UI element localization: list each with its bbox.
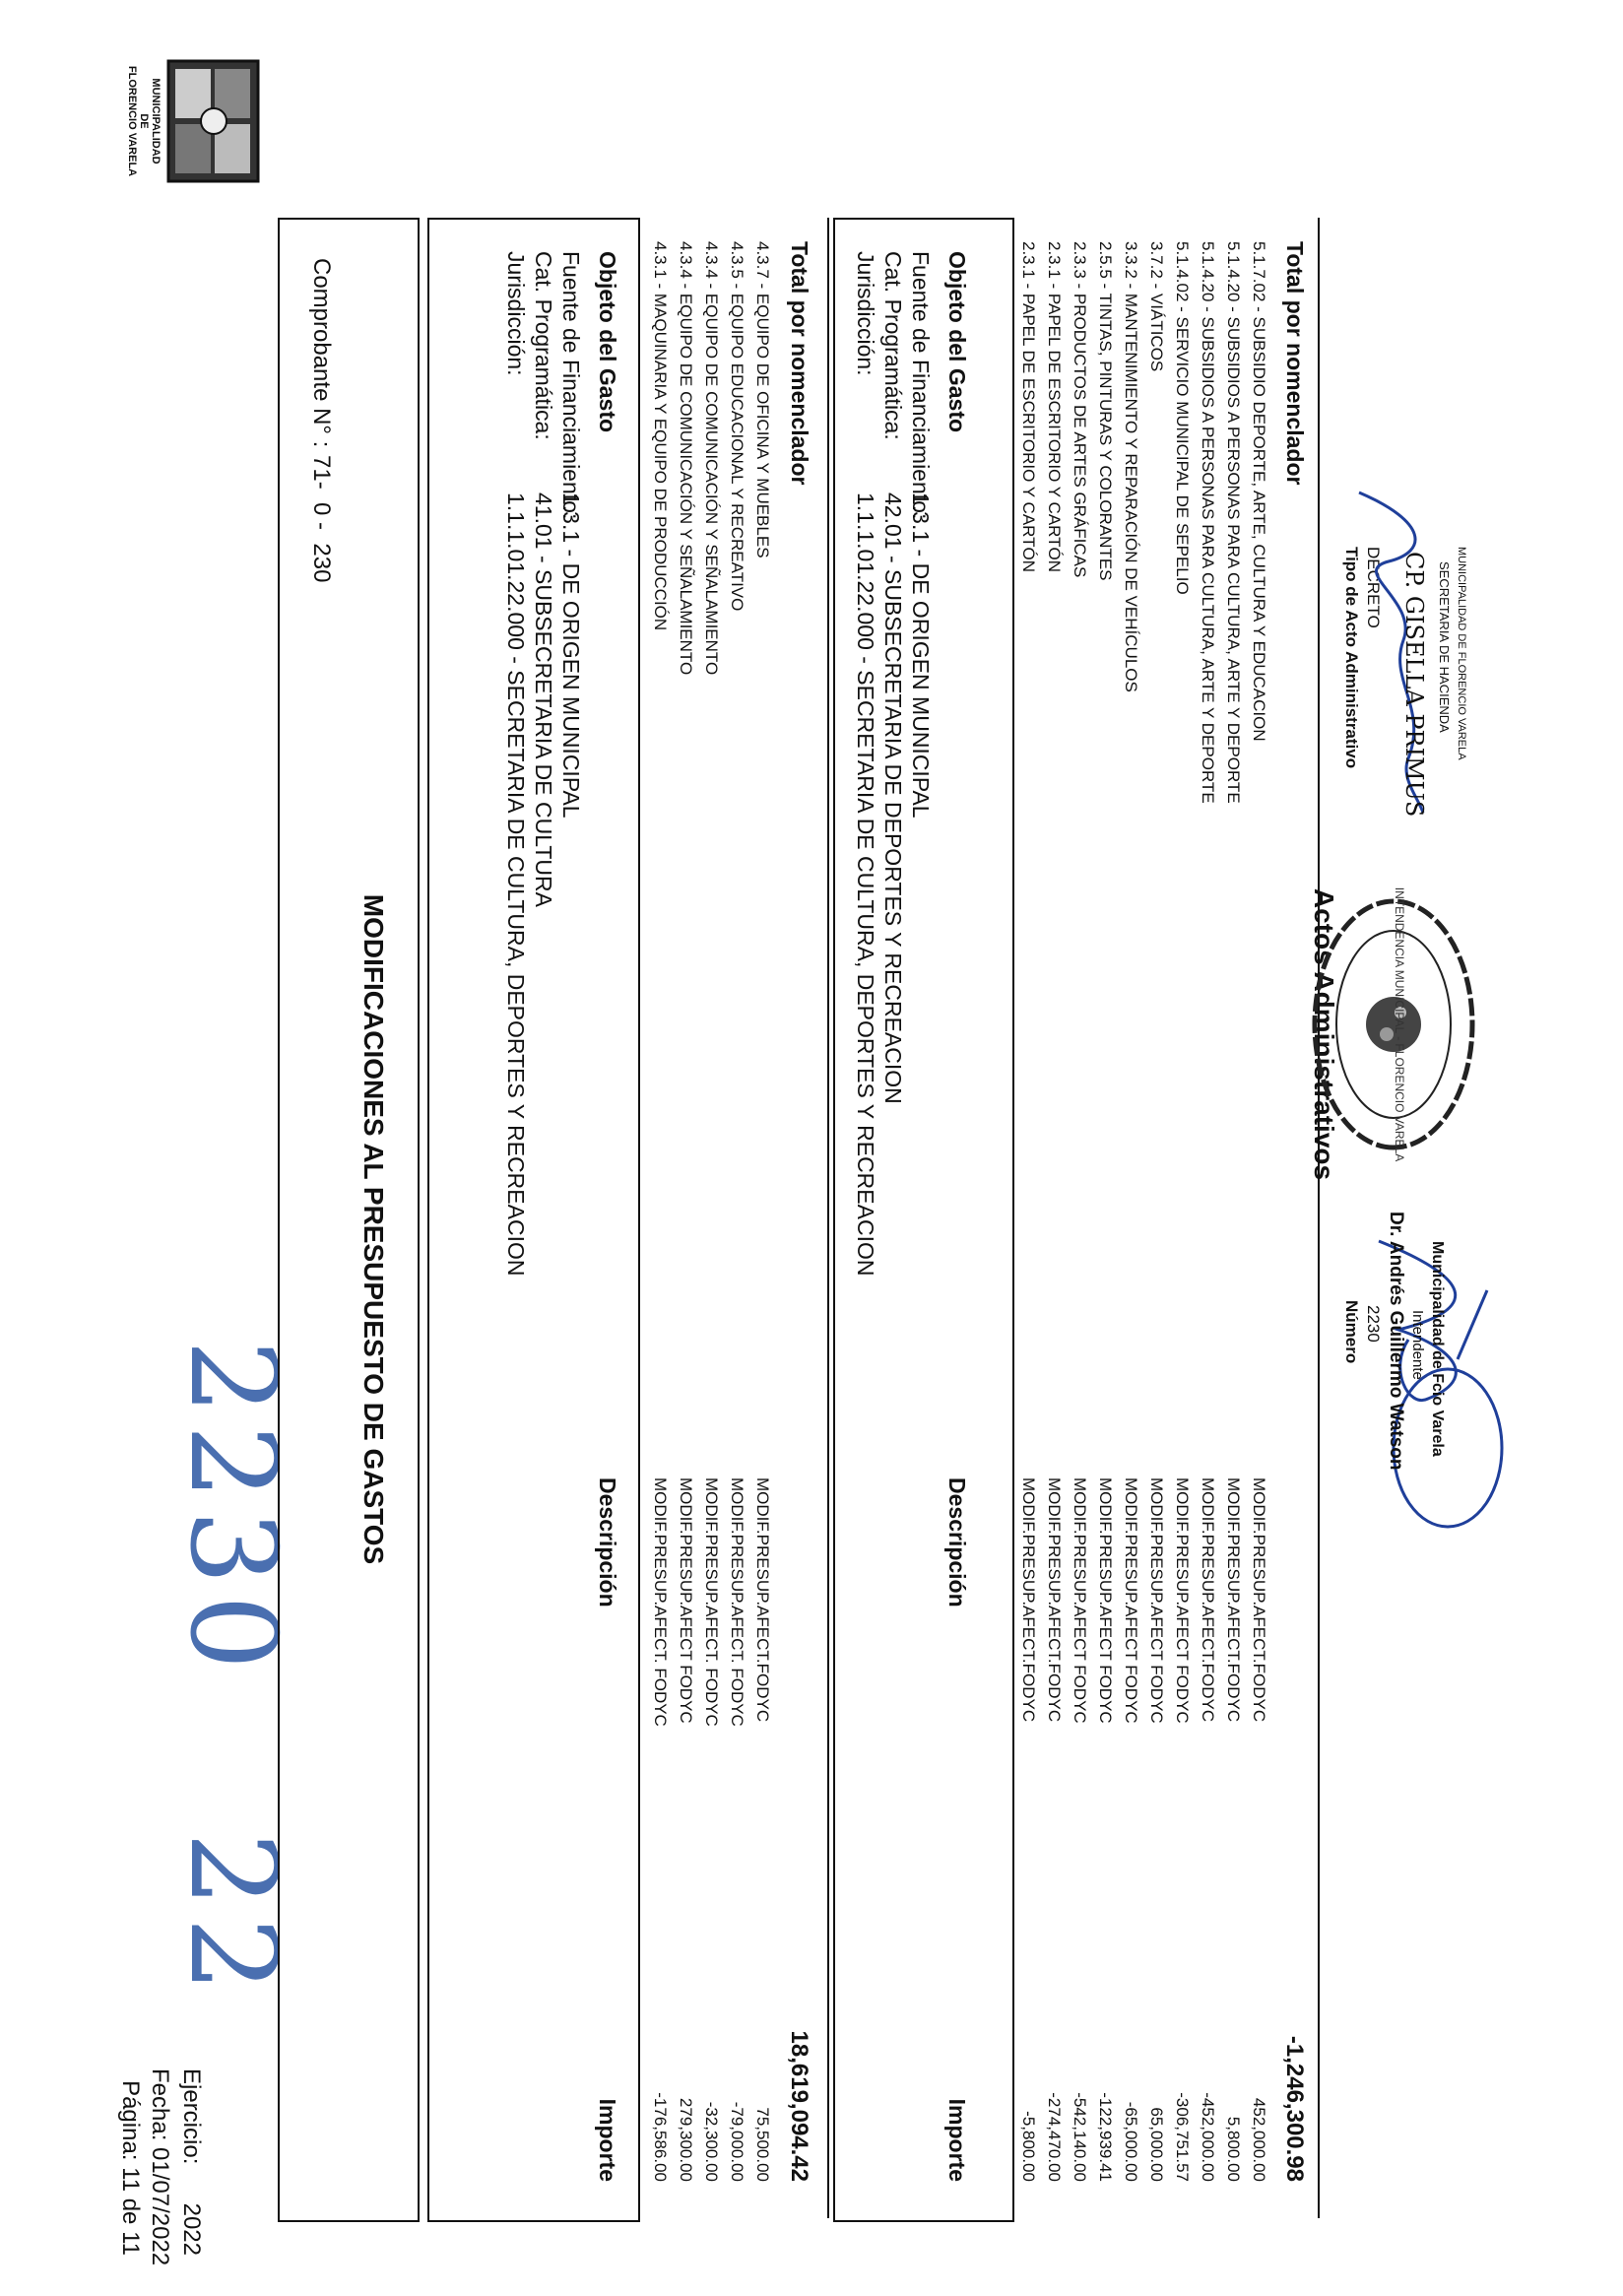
- row-importe: -306,751.57: [1173, 2092, 1192, 2182]
- row-objeto: 4.3.1 - MAQUINARIA Y EQUIPO DE PRODUCCIÓN: [651, 241, 670, 631]
- municipal-logo: [126, 59, 260, 183]
- total-value: 18,619,094.42: [786, 2030, 812, 2182]
- table-row: [1115, 241, 1140, 2182]
- jurisdiccion-value: 1.1.1.01.22.000 - SECRETARIA DE CULTURA, DEPORTES Y RECREACION: [853, 492, 878, 1277]
- signature-left: [1339, 483, 1448, 818]
- ejercicio-label: Ejercicio:: [178, 2068, 205, 2165]
- table-row: [747, 241, 772, 2182]
- row-objeto: 2.3.1 - PAPEL DE ESCRITORIO Y CARTÓN: [1045, 241, 1064, 573]
- total-label: Total por nomenclador: [1282, 241, 1308, 486]
- signature-left-role: SECRETARIA DE HACIENDA: [1437, 561, 1452, 733]
- jurisdiccion-label: Jurisdicción:: [503, 251, 529, 376]
- total-label: Total por nomenclador: [787, 241, 812, 486]
- row-importe: -79,000.00: [728, 2101, 747, 2182]
- table-row: [670, 241, 695, 2182]
- table-row: [1038, 241, 1064, 2182]
- importe-header: Importe: [595, 2098, 620, 2182]
- numero-value: 2230: [1364, 1305, 1383, 1343]
- row-descripcion: MODIF.PRESUP.AFECT. FODYC: [651, 1477, 670, 1727]
- handwritten-year: 22: [163, 1832, 300, 2002]
- cat-programatica-value: 41.01 - SUBSECRETARIA DE CULTURA: [531, 492, 556, 907]
- section-divider: [827, 218, 829, 2218]
- row-importe: -274,470.00: [1045, 2092, 1064, 2182]
- row-objeto: 5.1.4.02 - SERVICIO MUNICIPAL DE SEPELIO: [1173, 241, 1192, 595]
- table-row: [695, 241, 721, 2182]
- row-objeto: 5.1.7.02 - SUBSIDIO DEPORTE, ARTE, CULTURA Y EDUCACION: [1250, 241, 1268, 742]
- numero-label: Número: [1342, 1300, 1361, 1364]
- descripcion-header: Descripción: [944, 1477, 970, 1607]
- jurisdiccion-value: 1.1.1.01.22.000 - SECRETARIA DE CULTURA, DEPORTES Y RECREACION: [503, 492, 529, 1277]
- row-objeto: 3.7.2 - VIÁTICOS: [1147, 241, 1166, 372]
- objeto-header: Objeto del Gasto: [595, 251, 620, 433]
- table-row: [1140, 241, 1166, 2182]
- tipo-acto-value: DECRETO: [1364, 547, 1383, 628]
- signature-left-name: CP. GISELLA PRIMUS: [1400, 552, 1428, 818]
- row-importe: -122,939.41: [1096, 2092, 1115, 2182]
- row-descripcion: MODIF.PRESUP.AFECT. FODYC: [728, 1477, 747, 1727]
- row-descripcion: MODIF.PRESUP.AFECT FODYC: [1147, 1477, 1166, 1724]
- table-row: [1192, 241, 1217, 2182]
- row-descripcion: MODIF.PRESUP.AFECT.FODYC: [1250, 1477, 1268, 1723]
- row-descripcion: MODIF.PRESUP.AFECT FODYC: [1096, 1477, 1115, 1724]
- title-frame: [278, 218, 420, 2222]
- tipo-acto-label: Tipo de Acto Administrativo: [1342, 547, 1361, 769]
- row-descripcion: MODIF.PRESUP.AFECT.FODYC: [1224, 1477, 1243, 1723]
- cat-programatica-value: 42.01 - SUBSECRETARIA DE DEPORTES Y RECREACION: [880, 492, 906, 1104]
- row-descripcion: MODIF.PRESUP.AFECT.FODYC: [1045, 1477, 1064, 1723]
- signature-left-org: MUNICIPALIDAD DE FLORENCIO VARELA: [1456, 547, 1467, 760]
- cat-programatica-label: Cat. Programática:: [880, 251, 906, 440]
- row-importe: 65,000.00: [1147, 2107, 1166, 2182]
- ejercicio-value: 2022: [178, 2202, 205, 2256]
- page-title: MODIFICACIONES AL PRESUPUESTO DE GASTOS: [358, 893, 389, 1565]
- row-importe: 279,300.00: [677, 2097, 695, 2182]
- row-importe: -32,300.00: [702, 2101, 721, 2182]
- row-objeto: 2.3.1 - PAPEL DE ESCRITORIO Y CARTÓN: [1019, 241, 1038, 573]
- fecha: Fecha: 01/07/2022: [147, 2068, 173, 2266]
- fuente-label: Fuente de Financiamiento:: [558, 251, 584, 520]
- row-objeto: 4.3.5 - EQUIPO EDUCACIONAL Y RECREATIVO: [728, 241, 747, 612]
- row-descripcion: MODIF.PRESUP.AFECT.FODYC: [753, 1477, 772, 1723]
- row-importe: 5,800.00: [1224, 2116, 1243, 2182]
- org-line-1: MUNICIPALIDAD: [150, 78, 162, 164]
- comprobante-value: 71- 0 - 230: [308, 455, 335, 583]
- row-descripcion: MODIF.PRESUP.AFECT FODYC: [1122, 1477, 1140, 1724]
- handwritten-number: 2230: [163, 1340, 300, 1680]
- row-importe: 75,500.00: [753, 2107, 772, 2182]
- actos-heading: Actos Administrativos: [1309, 887, 1339, 1181]
- total-value: -1,246,300.98: [1281, 2035, 1308, 2182]
- fuente-value: 1.3.1 - DE ORIGEN MUNICIPAL: [558, 492, 584, 819]
- document-page: [12, 0, 1623, 2296]
- signature-right-org: Municipalidad de Fcio Varela: [1429, 1241, 1446, 1457]
- coat-of-arms-icon: [166, 59, 260, 183]
- table-row: [1089, 241, 1115, 2182]
- row-descripcion: MODIF.PRESUP.AFECT.FODYC: [1199, 1477, 1217, 1723]
- row-importe: -5,800.00: [1019, 2111, 1038, 2182]
- table-row: [1064, 241, 1089, 2182]
- row-descripcion: MODIF.PRESUP.AFECT FODYC: [677, 1477, 695, 1724]
- row-objeto: 2.5.5 - TINTAS, PINTURAS Y COLORANTES: [1096, 241, 1115, 581]
- comprobante-label: Comprobante N° :: [308, 258, 335, 448]
- row-importe: -542,140.00: [1071, 2092, 1089, 2182]
- seal-text: INTENDENCIA MUNICIPAL - FLORENCIO VARELA: [1393, 886, 1406, 1162]
- objeto-header: Objeto del Gasto: [944, 251, 970, 433]
- jurisdiccion-label: Jurisdicción:: [853, 251, 878, 376]
- row-objeto: 5.1.4.20 - SUBSIDIOS A PERSONAS PARA CULTURA, ARTE Y DEPORTE: [1224, 241, 1243, 804]
- descripcion-header: Descripción: [595, 1477, 620, 1607]
- row-objeto: 2.3.3 - PRODUCTOS DE ARTES GRÁFICAS: [1071, 241, 1089, 578]
- table-row: [1166, 241, 1192, 2182]
- section-divider: [1318, 218, 1320, 2218]
- row-objeto: 3.3.2 - MANTENIMIENTO Y REPARACIÓN DE VEHÍCULOS: [1122, 241, 1140, 692]
- row-objeto: 4.3.7 - EQUIPO DE OFICINA Y MUEBLES: [753, 241, 772, 558]
- row-objeto: 5.1.4.20 - SUBSIDIOS A PERSONAS PARA CULTURA, ARTE Y DEPORTE: [1199, 241, 1217, 804]
- row-descripcion: MODIF.PRESUP.AFECT FODYC: [1173, 1477, 1192, 1724]
- table-row: [1243, 241, 1268, 2182]
- fuente-value: 1.3.1 - DE ORIGEN MUNICIPAL: [908, 492, 934, 819]
- row-descripcion: MODIF.PRESUP.AFECT FODYC: [1071, 1477, 1089, 1724]
- row-importe: -176,586.00: [651, 2092, 670, 2182]
- row-descripcion: MODIF.PRESUP.AFECT.FODYC: [1019, 1477, 1038, 1723]
- signature-right-role: Intendente: [1409, 1310, 1426, 1380]
- fuente-label: Fuente de Financiamiento:: [908, 251, 934, 520]
- row-objeto: 4.3.4 - EQUIPO DE COMUNICACIÓN Y SEÑALAMIENTO: [677, 241, 695, 676]
- row-descripcion: MODIF.PRESUP.AFECT. FODYC: [702, 1477, 721, 1727]
- org-line-2: DE: [138, 113, 150, 129]
- cat-programatica-label: Cat. Programática:: [531, 251, 556, 440]
- table-row: [1012, 241, 1038, 2182]
- table-row: [1217, 241, 1243, 2182]
- row-importe: -452,000.00: [1199, 2092, 1217, 2182]
- row-objeto: 4.3.4 - EQUIPO DE COMUNICACIÓN Y SEÑALAMIENTO: [702, 241, 721, 676]
- importe-header: Importe: [944, 2098, 970, 2182]
- row-importe: 452,000.00: [1250, 2097, 1268, 2182]
- signature-right-name: Dr. Andrés Guillermo Watson: [1386, 1212, 1406, 1471]
- table-row: [721, 241, 747, 2182]
- org-line-3: FLORENCIO VARELA: [126, 65, 138, 177]
- pagina: Página: 11 de 11: [117, 2080, 144, 2256]
- table-row: [644, 241, 670, 2182]
- row-importe: -65,000.00: [1122, 2101, 1140, 2182]
